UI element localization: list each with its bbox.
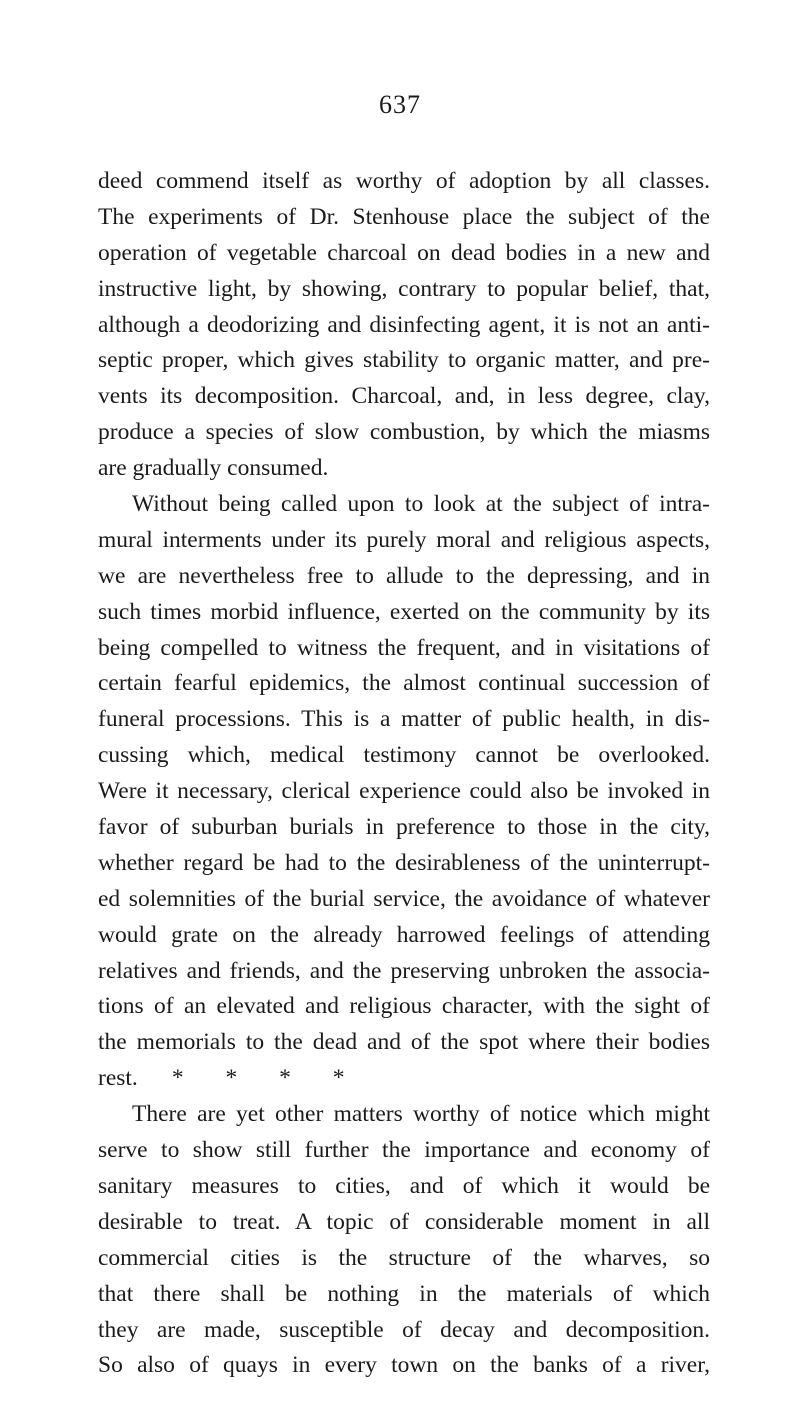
text-line: certain fearful epidemics, the almost continual succession of — [98, 670, 710, 697]
body-text — [98, 164, 710, 1384]
text-line: funeral processions. This is a matter of public health, in dis- — [98, 706, 710, 733]
page-number: 637 — [379, 90, 421, 119]
text-line: Without being called upon to look at the subject of intra- — [132, 491, 710, 518]
text-line: There are yet other matters worthy of notice which might — [132, 1101, 710, 1128]
text-line: commercial cities is the structure of the wharves, so — [98, 1244, 710, 1271]
text-line: relatives and friends, and the preserving unbroken the associa- — [98, 957, 710, 984]
text-line: vents its decomposition. Charcoal, and, in less degree, clay, — [98, 383, 710, 410]
text-line: tions of an elevated and religious character, with the sight of — [98, 993, 710, 1020]
text-line: cussing which, medical testimony cannot be overlooked. — [98, 742, 710, 769]
text-line: mural interments under its purely moral and religious aspects, — [98, 526, 710, 553]
text-line: ed solemnities of the burial service, the avoidance of whatever — [98, 885, 710, 912]
text-line: would grate on the already harrowed feelings of attending — [98, 921, 710, 948]
text-line-with-break — [98, 1061, 710, 1097]
text-line: operation of vegetable charcoal on dead bodies in a new and — [98, 239, 710, 266]
text-line: they are made, susceptible of decay and decomposition. — [98, 1316, 710, 1343]
text-line: So also of quays in every town on the banks of a river, — [98, 1352, 710, 1379]
text-line: being compelled to witness the frequent, and in visitations of — [98, 634, 710, 661]
text-line: that there shall be nothing in the materials of which — [98, 1280, 710, 1307]
text-line: we are nevertheless free to allude to the depressing, and in — [98, 562, 710, 589]
text-line: produce a species of slow combustion, by which the miasms — [98, 419, 710, 446]
text-line: whether regard be had to the desirableness of the uninterrupt- — [98, 849, 710, 876]
text-line: rest. — [98, 1065, 138, 1092]
text-line: although a deodorizing and disinfecting agent, it is not an anti- — [98, 311, 710, 338]
text-line: The experiments of Dr. Stenhouse place the subject of the — [98, 203, 710, 230]
text-line: favor of suburban burials in preference to those in the city, — [98, 814, 710, 841]
text-line: desirable to treat. A topic of considerable moment in all — [98, 1208, 710, 1235]
text-line: septic proper, which gives stability to organic matter, and pre- — [98, 347, 710, 374]
text-line: Were it necessary, clerical experience could also be invoked in — [98, 778, 710, 805]
text-line: such times morbid influence, exerted on the community by its — [98, 598, 710, 625]
section-break-asterisks: * * * * — [171, 1065, 363, 1092]
text-line: sanitary measures to cities, and of which it would be — [98, 1172, 710, 1199]
text-line: deed commend itself as worthy of adoption by all classes. — [98, 168, 710, 194]
text-line: instructive light, by showing, contrary to popular belief, that, — [98, 275, 710, 302]
text-line: are gradually consumed. — [98, 455, 329, 482]
text-line: serve to show still further the importance and economy of — [98, 1137, 710, 1164]
text-line: the memorials to the dead and of the spot where their bodies — [98, 1029, 710, 1056]
